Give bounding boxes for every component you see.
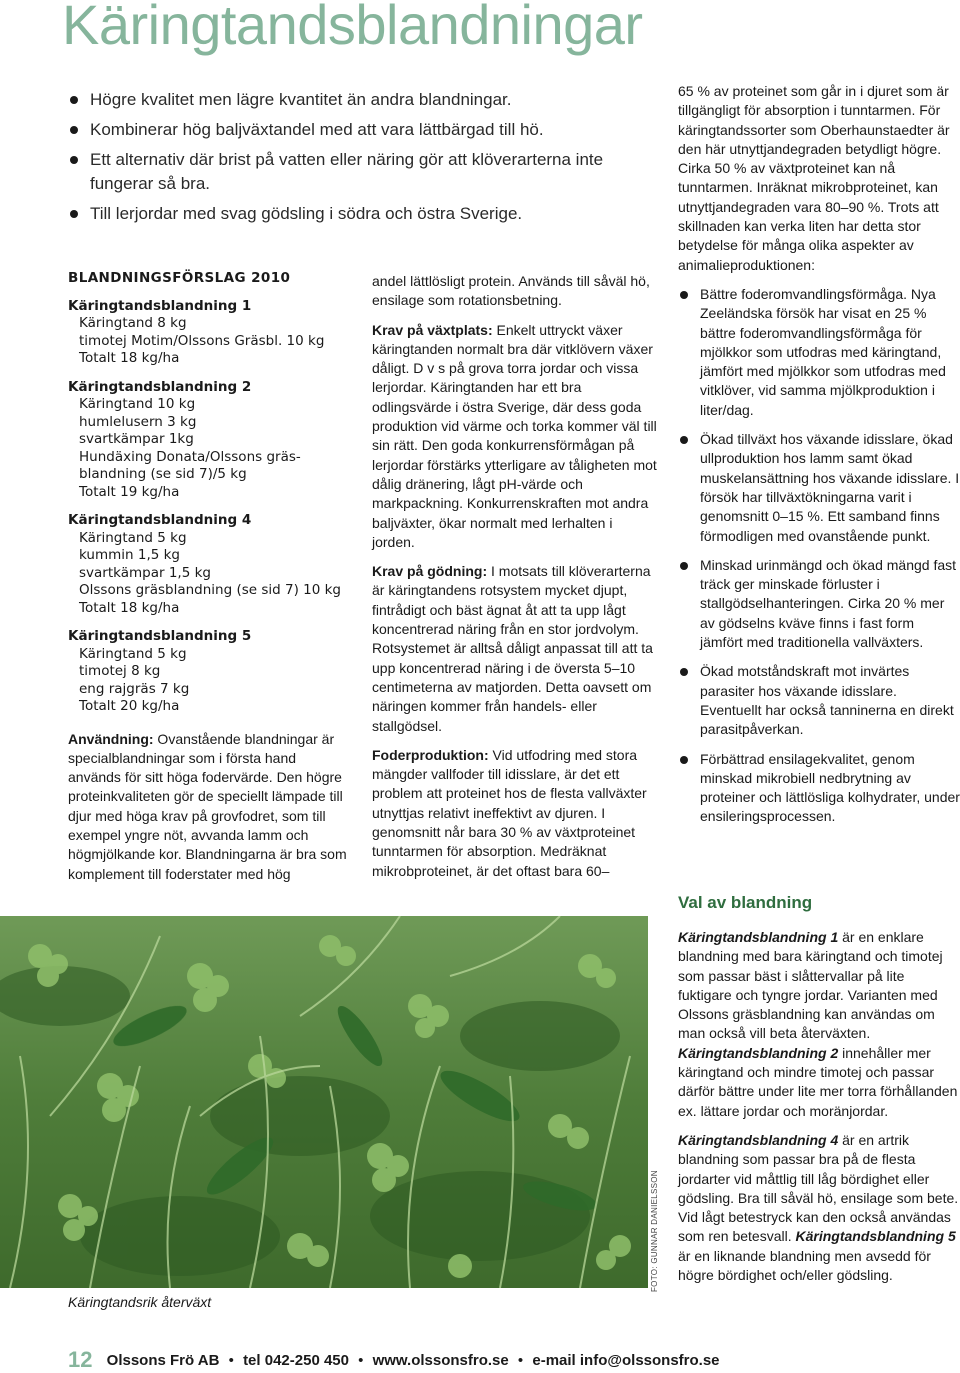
proposal-column <box>68 270 350 894</box>
right-column <box>678 82 960 837</box>
fertilization-paragraph <box>372 562 658 736</box>
intro-bullet: Kombinerar hög baljväxtandel med att vara lättbärgad till hö. <box>68 118 638 142</box>
mix-choice-text: är en liknande blandning men avsedd för högre bördighet och/eller gödsling. <box>678 1247 931 1284</box>
mix-item: Käringtand 10 kg <box>79 396 196 412</box>
usage-label: Användning: <box>68 730 154 747</box>
mix-item: timotej Motim/Olssons Gräsbl. 10 kg <box>79 332 325 349</box>
benefit-item: Minskad urinmängd och ökad mängd fast träck ger minskade förluster i stallgödselhanteringen. Cirka 20 % mer av gödselns kväve finns i fast form jämfört med traditionella vallväxters. <box>678 556 960 652</box>
mix-choice-text: innehåller mer käringtand och mindre timotej och passar därför bättre under lite mer torra förhållanden ex. lättare jordar och moränjordar. <box>678 1044 958 1119</box>
mix-name: Käringtandsblandning 1 <box>68 297 252 314</box>
benefit-item: Bättre foderomvandlingsförmåga. Nya Zeeländska försök har visat en 25 % bättre foderomvandlingsförmåga för mjölkkor som utfodras med käringtand, jämfört med mjölkkor som utfodras med vitklöver, vid samma mjölkproduktion i liter/dag. <box>678 285 960 420</box>
middle-intro: andel lättlösligt protein. Används till såväl hö, ensilage som rotationsbetning. <box>372 273 650 309</box>
mix-item: humlelusern 3 kg <box>79 413 197 430</box>
photo-credit: FOTO: GUNNAR DANIELSSON <box>650 1170 659 1292</box>
mix-choice-paragraph-2 <box>678 1131 960 1285</box>
footer-separator: • <box>228 1352 234 1369</box>
footer-separator: • <box>358 1352 364 1369</box>
mix-item: svartkämpar 1,5 kg <box>79 564 211 581</box>
intro-bullet: Högre kvalitet men lägre kvantitet än andra blandningar. <box>68 88 638 112</box>
mix-item: Käringtand 8 kg <box>79 315 187 331</box>
mix-block-2 <box>68 379 350 502</box>
benefit-list <box>678 285 960 827</box>
mix-block-4 <box>68 512 350 617</box>
benefit-item: Förbättrad ensilagekvalitet, genom minskad mikrobiell nedbrytning av proteiner och lättlösliga kolhydrater, under ensileringsprocessen. <box>678 750 960 827</box>
mix-item: blandning (se sid 7)/5 kg <box>79 466 247 482</box>
fertilization-label: Krav på gödning: <box>372 563 488 580</box>
mix-name-ref: Käringtandsblandning 1 <box>678 929 839 945</box>
regrowth-photo <box>0 916 648 1288</box>
mix-item: Totalt 20 kg/ha <box>79 698 180 714</box>
mix-item: Käringtand 5 kg <box>79 529 187 546</box>
mix-choice-heading: Val av blandning <box>678 893 813 912</box>
usage-text: Ovanstående blandningar är specialblandningar som i första hand används för sitt höga fodervärde. Den högre proteinkvaliteten gör de speciellt lämpade till djur med höga krav på grovfodret, som till exempel yngre nöt, avvanda lamm och högmjölkande kor. Blandningarna är bra som komplement till foderstater med hög <box>68 730 347 882</box>
page-title: Käringtandsblandningar <box>62 0 643 56</box>
feed-production-text: Vid utfodring med stora mängder vallfoder till idisslare, är det ett problem att proteinet hos de flesta vallväxter utnyttjas relativt ineffektivt av djuren. I genomsnitt når bara 30 % av växtproteinet tunntarmen för absorption. Medräknat mikrobproteinet, är det oftast bara 60– <box>372 746 647 879</box>
mix-item: Hundäxing Donata/Olssons gräs- <box>79 448 301 465</box>
middle-column <box>372 272 658 891</box>
mix-item: Totalt 18 kg/ha <box>79 599 180 616</box>
mix-block-5 <box>68 628 350 716</box>
mix-name: Käringtandsblandning 2 <box>68 378 252 395</box>
growing-site-label: Krav på växtplats: <box>372 321 493 338</box>
mix-item: Totalt 19 kg/ha <box>79 483 180 500</box>
footer-company: Olssons Frö AB <box>106 1352 220 1369</box>
mix-item: svartkämpar 1kg <box>79 431 194 447</box>
usage-paragraph <box>68 730 350 884</box>
right-intro: 65 % av proteinet som går in i djuret som är tillgängligt för absorption i tunntarmen. För käringtandssorter som Oberhaunstaedter är den här utnyttjandegraden betydligt högre. Cirka 50 % av växtproteinet kan nå tunntarmen. Inräknat mikrobproteinet, kan utnyttjandegraden vara 80–90 %. Trots att skillnaden kan verka liten har detta stor betydelse för många olika aspekter av animalieproduktionen: <box>678 83 950 273</box>
mix-item: Totalt 18 kg/ha <box>79 350 180 366</box>
footer-phone: tel 042-250 450 <box>243 1352 349 1369</box>
mix-name-ref: Käringtandsblandning 2 <box>678 1044 839 1061</box>
benefit-item: Ökad motståndskraft mot invärtes parasiter hos växande idisslare. Eventuellt har också tanninerna en direkt parasitpåverkan. <box>678 662 960 739</box>
mix-item: Olssons gräsblandning (se sid 7) 10 kg <box>79 582 341 598</box>
mix-name-ref: Käringtandsblandning 5 <box>795 1228 956 1245</box>
mix-name: Käringtandsblandning 5 <box>68 628 252 644</box>
mix-choice-column <box>678 928 960 1295</box>
mix-name-ref: Käringtandsblandning 4 <box>678 1131 839 1148</box>
benefit-item: Ökad tillväxt hos växande idisslare, ökad ullproduktion hos lamm samt ökad muskelansättning hos växande idisslare. I försök har tillväxtökningarna varit i genomsnitt 0–15 %. Ett samband finns förmodligen med ovanstående punkt. <box>678 430 960 546</box>
intro-bullet: Till lerjordar med svag gödsling i södra och östra Sverige. <box>68 202 638 226</box>
photo-caption: Käringtandsrik återväxt <box>68 1294 212 1310</box>
mix-item: timotej 8 kg <box>79 663 161 679</box>
proposal-heading: BLANDNINGSFÖRSLAG 2010 <box>68 270 291 286</box>
mix-block-1 <box>68 298 350 368</box>
page-footer <box>68 1347 720 1373</box>
mix-item: kummin 1,5 kg <box>79 547 181 563</box>
intro-bullet-list <box>68 88 638 232</box>
footer-email: e-mail info@olssonsfro.se <box>532 1352 720 1369</box>
fertilization-text: I motsats till klöverarterna är käringtandens rotsystem mycket djupt, fintrådigt och bäst ägnat åt att ta upp lågt koncentrerad näring från en stor jordvolym. Rotsystemet är alltså dåligt anpassat till att ta upp koncentrerad näring i de översta 5–10 centimeterna av matjorden. Detta oavsett om näringen kommer från handels- eller stallgödsel. <box>372 563 653 734</box>
page-number: 12 <box>68 1347 93 1372</box>
footer-website: www.olssonsfro.se <box>372 1352 509 1369</box>
footer-separator: • <box>517 1352 524 1369</box>
mix-item: Käringtand 5 kg <box>79 645 187 662</box>
mix-item: eng rajgräs 7 kg <box>79 680 190 697</box>
growing-site-text: Enkelt uttryckt växer käringtanden normalt bra där vitklövern växer dåligt. D v s på grova torra jordar och vissa lerjordar. Käringtanden har ett bra odlingsvärde i östra Sverige, där dess goda produktion vid värme och torka kommer väl till sin rätt. Den goda konkurrensförmågan på lerjordar förstärks ytterligare av tåligheten mot dålig dränering, lågt pH-värde och markpackning. Konkurrenskraften mot andra baljväxter, ökar normalt med lerhalten i jorden. <box>372 321 657 550</box>
foliage-illustration <box>0 916 648 1288</box>
mix-choice-paragraph-1 <box>678 928 960 1121</box>
mix-choice-text: är en artrik blandning som passar bra på de flesta jordarter vid måttlig till låg bördighet eller gödsling. Bra till såväl hö, ensilage som bete. Vid lågt betestryck kan den också användas som ren betesvall. <box>678 1131 959 1245</box>
intro-bullet: Ett alternativ där brist på vatten eller näring gör att klöverarterna inte fungerar så bra. <box>68 148 638 196</box>
feed-production-label: Foderproduktion: <box>372 746 489 763</box>
feed-production-paragraph <box>372 746 658 881</box>
mix-name: Käringtandsblandning 4 <box>68 512 252 528</box>
mix-choice-text: är en enklare blandning med bara käringtand och timotej som passar bäst i slåttervallar på lite fuktigare och tyngre jordar. Varianten med Olssons gräsblandning kan användas om man också vill beta återväxten. <box>678 929 943 1042</box>
growing-site-paragraph <box>372 321 658 553</box>
